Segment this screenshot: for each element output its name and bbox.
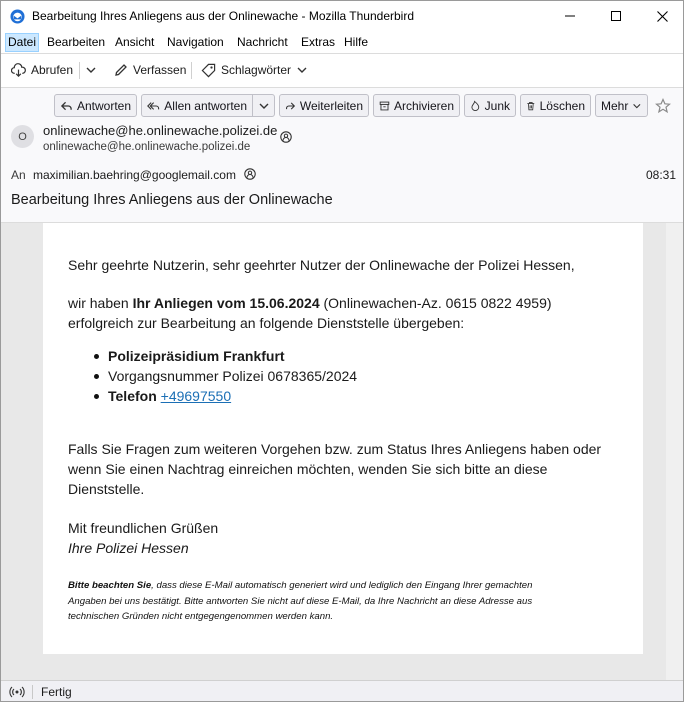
phone-label: Telefon	[108, 388, 157, 404]
trash-icon	[526, 99, 536, 113]
mail-closing: Mit freundlichen Grüßen	[68, 520, 219, 536]
title-bar	[1, 1, 683, 32]
to-label: An	[11, 168, 26, 182]
mail-intro-date: Ihr Anliegen vom 15.06.2024	[132, 295, 320, 311]
forward-button[interactable]	[279, 94, 369, 117]
chevron-down-icon	[296, 64, 308, 76]
reply-all-label: Allen antworten	[164, 98, 247, 113]
recipient-address[interactable]: maximilian.baehring@googlemail.com	[33, 168, 236, 182]
toolbar-separator	[79, 62, 80, 79]
write-button[interactable]	[114, 59, 186, 81]
menu-bearbeiten[interactable]: Bearbeiten	[47, 35, 106, 49]
message-subject: Bearbeitung Ihres Anliegens aus der Onlinewache	[11, 192, 333, 208]
online-status-icon[interactable]	[9, 685, 25, 699]
reply-icon	[60, 99, 73, 113]
maximize-icon	[611, 11, 621, 21]
junk-label: Junk	[484, 98, 510, 113]
archive-icon	[379, 99, 390, 113]
delete-button[interactable]	[520, 94, 591, 117]
status-text: Fertig	[41, 685, 72, 699]
mail-intro-line	[68, 295, 552, 311]
menu-hilfe[interactable]: Hilfe	[344, 35, 369, 49]
menu-extras[interactable]: Extras	[301, 35, 336, 49]
message-scrollbar[interactable]	[666, 223, 683, 680]
mail-greeting: Sehr geehrte Nutzerin, sehr geehrter Nutzer der Onlinewache der Polizei Hessen,	[68, 257, 575, 273]
star-icon[interactable]	[655, 98, 671, 114]
reply-button[interactable]	[54, 94, 137, 117]
bullet-dot	[94, 374, 99, 379]
pencil-icon	[114, 63, 128, 77]
menu-nachricht[interactable]: Nachricht	[237, 35, 288, 49]
bullet-office: Polizeipräsidium Frankfurt	[108, 348, 285, 364]
window-title: Bearbeitung Ihres Anliegens aus der Onlinewache - Mozilla Thunderbird	[32, 9, 415, 23]
disclaimer-line2: Angaben bei uns bestätigt. Bitte antworten Sie nicht auf diese E-Mail, da Ihre Nachricht an diese Adresse aus	[68, 595, 533, 607]
mail-questions-line3: Dienststelle.	[68, 481, 145, 497]
sender-address: onlinewache@he.onlinewache.polizei.de	[43, 141, 251, 153]
minimize-icon	[565, 11, 575, 21]
phone-link[interactable]: +49697550	[160, 388, 232, 404]
disclaimer-bold: Bitte beachten Sie	[68, 580, 152, 591]
bullet-case-number: Vorgangsnummer Polizei 0678365/2024	[108, 368, 358, 384]
mail-intro-prefix: wir haben	[68, 295, 133, 311]
tags-label: Schlagwörter	[221, 63, 292, 77]
mail-intro-line2: erfolgreich zur Bearbeitung an folgende Dienststelle übergeben:	[68, 315, 465, 331]
main-toolbar	[1, 54, 683, 85]
more-label: Mehr	[601, 98, 629, 113]
reply-label: Antworten	[76, 98, 131, 113]
disclaimer-text1: , dass diese E-Mail automatisch generiert wird und lediglich den Eingang Ihrer gemachten	[151, 580, 533, 591]
message-time: 08:31	[646, 168, 677, 182]
forward-icon	[285, 99, 296, 113]
get-messages-dropdown[interactable]	[85, 59, 97, 81]
close-icon	[657, 11, 668, 22]
mail-questions-line1: Falls Sie Fragen zum weiteren Vorgehen bzw. zum Status Ihres Anliegens haben oder	[68, 441, 602, 457]
toolbar-separator	[191, 62, 192, 79]
contact-icon[interactable]	[280, 131, 292, 143]
mail-signature: Ihre Polizei Hessen	[68, 540, 189, 556]
archive-label: Archivieren	[393, 98, 454, 113]
write-label: Verfassen	[133, 63, 187, 77]
get-messages-label: Abrufen	[31, 63, 74, 77]
more-button[interactable]	[595, 94, 648, 117]
delete-label: Löschen	[539, 98, 585, 113]
forward-label: Weiterleiten	[299, 98, 363, 113]
status-separator	[32, 685, 33, 699]
close-window-button[interactable]	[639, 1, 684, 31]
reply-all-button[interactable]	[141, 94, 253, 117]
disclaimer-line1	[68, 578, 618, 594]
menu-navigation[interactable]: Navigation	[167, 35, 224, 49]
contact-icon[interactable]	[244, 168, 256, 180]
disclaimer-line3: technischen Gründen nicht entgegengenommen werden kann.	[68, 611, 334, 622]
status-bar	[1, 680, 683, 702]
bullet-dot	[94, 354, 99, 359]
minimize-button[interactable]	[547, 1, 593, 31]
chevron-down-icon	[85, 64, 97, 76]
bullet-phone	[108, 388, 231, 404]
mail-disclaimer	[68, 578, 618, 625]
menu-datei[interactable]: Datei	[5, 33, 39, 52]
sender-avatar: O	[11, 125, 34, 148]
reply-all-icon	[147, 99, 160, 113]
archive-button[interactable]	[373, 94, 460, 117]
tags-button[interactable]	[201, 59, 308, 81]
bullet-dot	[94, 394, 99, 399]
reply-all-dropdown[interactable]	[252, 94, 275, 117]
tag-icon	[201, 63, 216, 78]
flame-icon	[470, 99, 481, 113]
sender-name[interactable]: onlinewache@he.onlinewache.polizei.de	[43, 123, 278, 138]
mail-questions-line2: wenn Sie einen Nachtrag einreichen möchten, wenden Sie sich bitte an diese	[68, 461, 548, 477]
maximize-button[interactable]	[593, 1, 639, 31]
menu-ansicht[interactable]: Ansicht	[115, 35, 155, 49]
thunderbird-app-icon	[10, 9, 25, 24]
mail-intro-reference: (Onlinewachen-Az. 0615 0822 4959)	[319, 295, 552, 311]
junk-button[interactable]	[464, 94, 516, 117]
menu-bar	[1, 32, 683, 53]
get-messages-button[interactable]	[11, 59, 73, 81]
chevron-down-icon	[258, 100, 270, 112]
chevron-down-icon	[632, 100, 642, 112]
download-cloud-icon	[11, 63, 26, 78]
